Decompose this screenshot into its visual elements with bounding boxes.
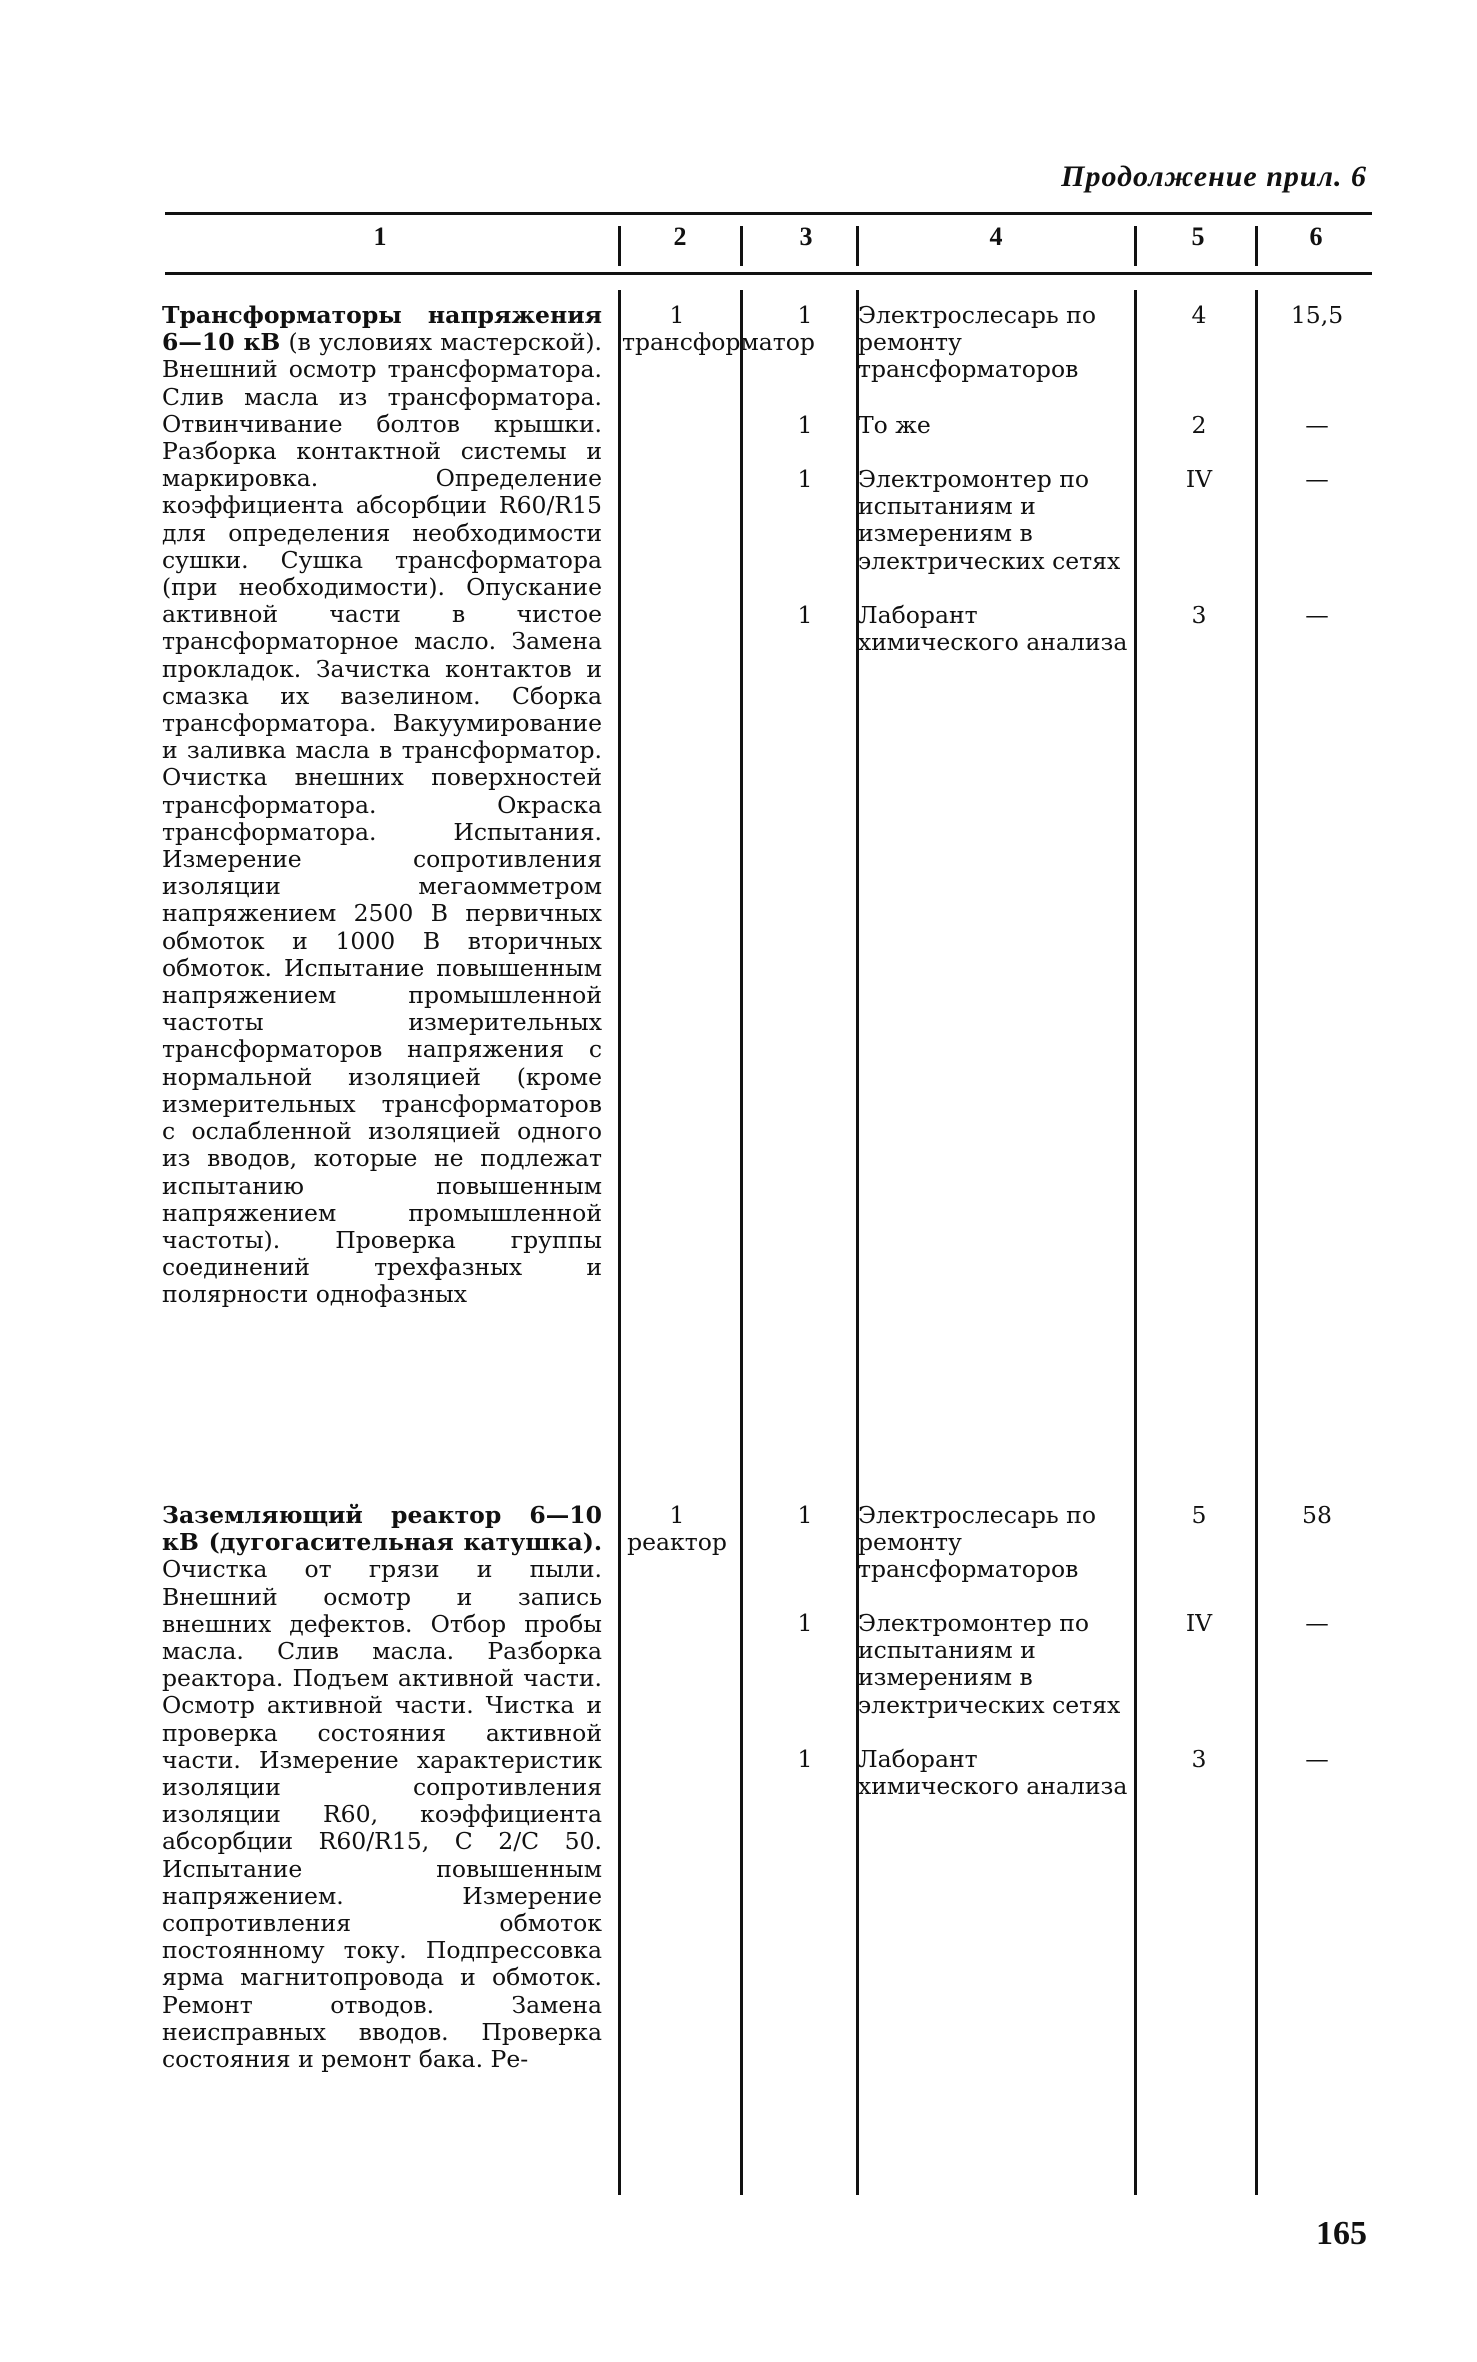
- row-2-worker-2-grade: IV: [1185, 1609, 1213, 1637]
- row-2-worker-1-grade: 5: [1191, 1501, 1207, 1529]
- column-number-4: 4: [989, 222, 1003, 251]
- row-2-worker-1-position: Электрослесарь по ремонту трансформаторов: [858, 1501, 1096, 1584]
- row-1-worker-4-position: Лаборант химического анализа: [858, 601, 1128, 657]
- row-1-worker-3-position: Электромонтер по испытаниям и измерениям в электрических сетях: [858, 465, 1121, 575]
- header-divider: [1134, 226, 1137, 266]
- column-number-3: 3: [799, 222, 813, 251]
- row-2-worker-3-count: 1: [797, 1745, 813, 1773]
- row-1-worker-4-grade: 3: [1191, 601, 1207, 629]
- row-1-description: [162, 302, 602, 1309]
- page-number: 165: [1316, 2215, 1367, 2252]
- header-bottom-rule: [165, 272, 1372, 275]
- table-top-rule: [165, 212, 1372, 215]
- column-divider: [1255, 290, 1258, 2195]
- header-divider: [856, 226, 859, 266]
- row-2-worker-1-count: 1: [797, 1501, 813, 1529]
- row-1-worker-1-position: Электрослесарь по ремонту трансформаторов: [858, 301, 1096, 384]
- row-1-worker-2-count: 1: [797, 411, 813, 439]
- row-1-worker-3-count: 1: [797, 465, 813, 493]
- row-1-unit: 1 трансформатор: [622, 301, 815, 357]
- row-2-worker-3-position: Лаборант химического анализа: [858, 1745, 1128, 1801]
- column-divider: [740, 290, 743, 2195]
- row-2-worker-1-norm: 58: [1302, 1501, 1332, 1529]
- header-divider: [740, 226, 743, 266]
- row-1-worker-1-count: 1: [797, 301, 813, 329]
- row-2-worker-2-norm: —: [1305, 1609, 1329, 1637]
- row-1-worker-1-norm: 15,5: [1290, 301, 1344, 329]
- column-number-2: 2: [673, 222, 687, 251]
- row-2-title: Заземляющий реактор 6—10 кВ (дугогасительная катушка).: [162, 1501, 602, 1557]
- row-2-worker-3-grade: 3: [1191, 1745, 1207, 1773]
- row-2-worker-2-position: Электромонтер по испытаниям и измерениям в электрических сетях: [858, 1609, 1121, 1719]
- row-1-worker-4-norm: —: [1305, 601, 1329, 629]
- column-divider: [856, 290, 859, 2195]
- row-1-worker-3-grade: IV: [1185, 465, 1213, 493]
- row-1-text: (в условиях мастерской). Внешний осмотр трансформатора. Слив масла из трансформатора. Отвинчивание болтов крышки. Разборка контактной системы и маркировка. Определение коэффициента абсорбции R60/R15 для определения необходимости сушки. Сушка трансформатора (при необходимости). Опускание активной части в чистое трансформаторное масло. Замена прокладок. Зачистка контактов и смазка их вазелином. Сборка трансформатора. Вакуумирование и заливка масла в трансформатор. Очистка внешних поверхностей трансформатора. Окраска трансформатора. Испытания. Измерение сопротивления изоляции мегаомметром напряжением 2500 В первичных обмоток и 1000 В вторичных обмоток. Испытание повышенным напряжением промышленной частоты измерительных трансформаторов напряжения с нормальной изоляцией (кроме измерительных трансформаторов с ослабленной изоляцией одного из вводов, которые не подлежат испытанию повышенным напряжением промышленной частоты). Проверка группы соединений трехфазных и полярности однофазных: [162, 328, 602, 1309]
- row-1-title: Трансформаторы напряжения 6—10 кВ: [162, 301, 602, 357]
- header-divider: [618, 226, 621, 266]
- row-2-worker-2-count: 1: [797, 1609, 813, 1637]
- column-number-1: 1: [373, 222, 387, 251]
- continuation-caption: Продолжение прил. 6: [1061, 160, 1367, 193]
- row-1-worker-2-norm: —: [1305, 411, 1329, 439]
- column-divider: [618, 290, 621, 2195]
- column-number-6: 6: [1309, 222, 1323, 251]
- column-number-5: 5: [1191, 222, 1205, 251]
- column-divider: [1134, 290, 1137, 2195]
- row-1-worker-2-grade: 2: [1191, 411, 1207, 439]
- row-1-worker-2-position: То же: [858, 411, 931, 439]
- row-1-worker-3-norm: —: [1305, 465, 1329, 493]
- row-2-description: [162, 1502, 602, 2073]
- header-divider: [1255, 226, 1258, 266]
- row-2-unit: 1 реактор: [627, 1501, 727, 1557]
- row-2-text: Очистка от грязи и пыли. Внешний осмотр и запись внешних дефектов. Отбор пробы масла. Слив масла. Разборка реактора. Подъем активной части. Осмотр активной части. Чистка и проверка состояния активной части. Измерение характеристик изоляции сопротивления изоляции R60, коэффициента абсорбции R60/R15, С 2/С 50. Испытание повышенным напряжением. Измерение сопротивления обмоток постоянному току. Подпрессовка ярма магнитопровода и обмоток. Ремонт отводов. Замена неисправных вводов. Проверка состояния и ремонт бака. Ре-: [162, 1555, 602, 2074]
- row-1-worker-1-grade: 4: [1191, 301, 1207, 329]
- row-2-worker-3-norm: —: [1305, 1745, 1329, 1773]
- row-1-worker-4-count: 1: [797, 601, 813, 629]
